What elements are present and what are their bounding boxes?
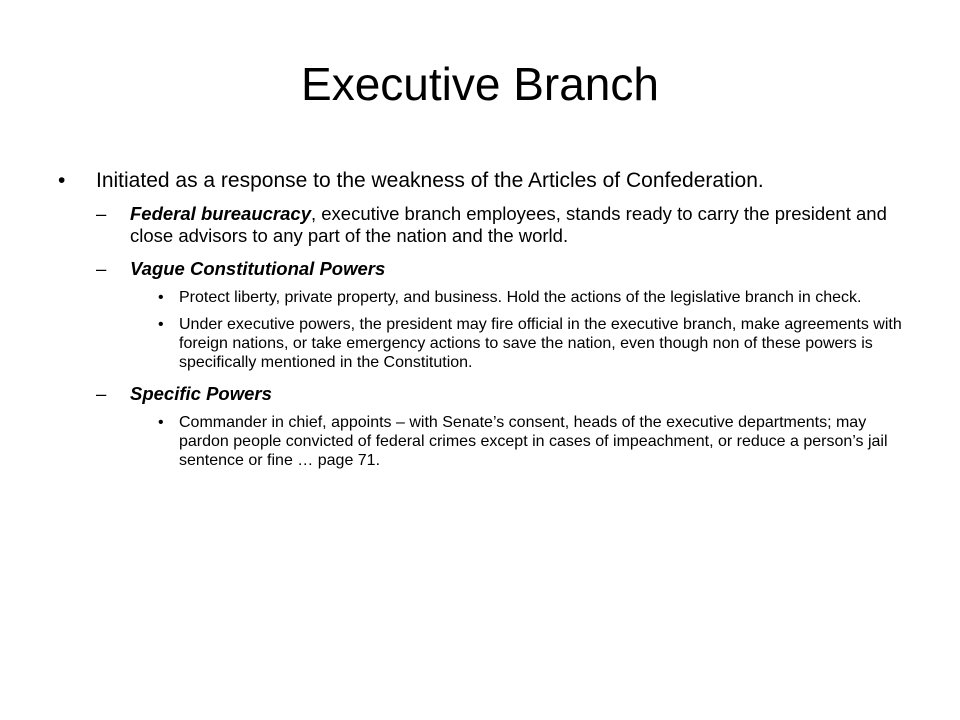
specific-power-text: Commander in chief, appoints – with Senate’s consent, heads of the executive departments; may pardon people convicted of federal crimes except in cases of impeachment, or reduce a person’s jail sentence or fine … page 71. (179, 413, 888, 470)
bullet-intro (58, 168, 908, 193)
bullet-icon: • (158, 288, 164, 306)
vague-power-point (158, 315, 908, 373)
bullet-icon: • (158, 413, 164, 431)
subpoint-vague-powers (96, 258, 908, 280)
vague-power-text: Protect liberty, private property, and business. Hold the actions of the legislative branch in check. (179, 288, 862, 306)
dash-icon: – (96, 203, 107, 225)
bureaucracy-text: , executive branch employees, stands ready to carry the president and close advisors to any part of the nation and the world. (130, 203, 887, 247)
slide-content (58, 168, 908, 470)
vague-power-point (158, 288, 908, 307)
bureaucracy-term: Federal bureaucracy (130, 203, 311, 225)
subpoint-specific-powers (96, 383, 908, 405)
slide-title: Executive Branch (301, 58, 659, 110)
dash-icon: – (96, 257, 107, 279)
bullet-intro-text: Initiated as a response to the weakness of the Articles of Confederation. (96, 169, 764, 192)
specific-powers-heading: Specific Powers (130, 382, 272, 404)
vague-power-text: Under executive powers, the president may fire official in the executive branch, make agreements with foreign nations, or take emergency actions to save the nation, even though non of these powers is specifically mentioned in the Constitution. (179, 315, 902, 372)
subpoint-bureaucracy (96, 203, 908, 247)
bullet-icon: • (58, 169, 66, 192)
bullet-icon: • (158, 315, 164, 333)
specific-power-point (158, 413, 908, 471)
dash-icon: – (96, 382, 107, 404)
vague-powers-heading: Vague Constitutional Powers (130, 257, 386, 279)
